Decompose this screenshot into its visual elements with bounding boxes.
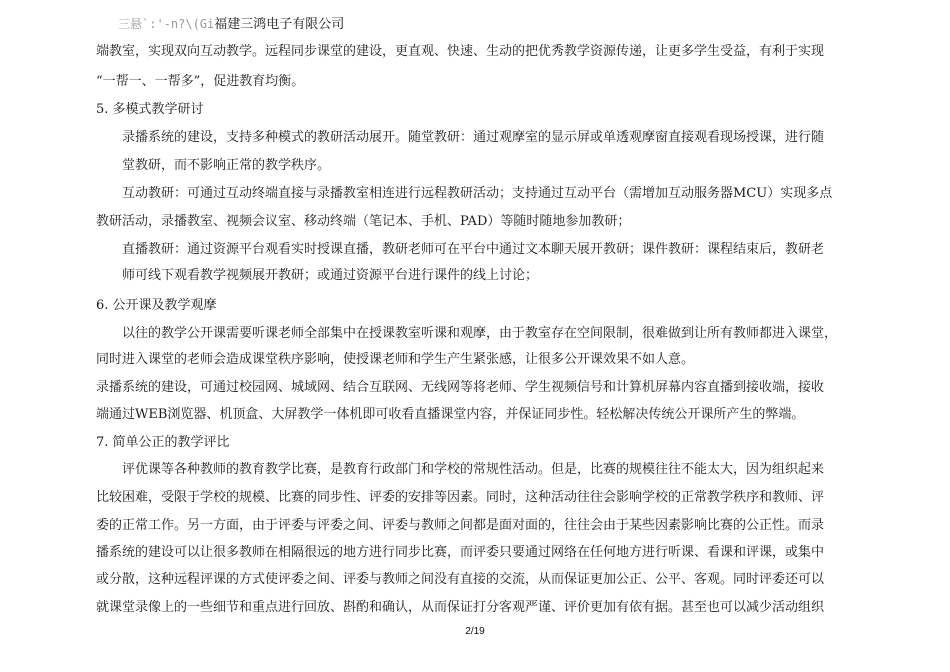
section-heading-7: 7. 简单公正的教学评比 (96, 435, 230, 450)
paragraph-line: 播系统的建设可以让很多教师在相隔很远的地方进行同步比赛，而评委只要通过网络在任何地方进行听课、看课和评课，或集中 (96, 545, 825, 560)
section-heading-6: 6. 公开课及教学观摩 (96, 298, 217, 313)
paragraph-line: 评优课等各种教师的教育教学比赛，是教育行政部门和学校的常规性活动。但是，比赛的规模往往不能太大，因为组织起来 (122, 462, 825, 477)
paragraph-line: 就课堂录像上的一些细节和重点进行回放、斟酌和确认，从而保证打分客观严谨、评价更加有依有据。甚至也可以减少活动组织 (96, 600, 825, 615)
paragraph-line: 录播系统的建设，可通过校园网、城域网、结合互联网、无线网等将老师、学生视频信号和计算机屏幕内容直播到接收端，接收 (96, 380, 825, 395)
paragraph-line: 委的正常工作。另一方面，由于评委与评委之间、评委与教师之间都是面对面的，往往会由于某些因素影响比赛的公正性。而录 (96, 518, 825, 533)
paragraph-line: 录播系统的建设，支持多种模式的教研活动展开。随堂教研：通过观摩室的显示屏或单透观摩窗直接观看现场授课，进行随 (122, 130, 825, 145)
paragraph-line: 堂教研，而不影响正常的教学秩序。 (122, 158, 331, 173)
paragraph-line: 师可线下观看教学视频展开教研；或通过资源平台进行课件的线上讨论； (122, 268, 539, 283)
header-garbled-text: 三悬`:'-n?\(Gi (118, 17, 215, 31)
paragraph-line: 端通过WEB浏览器、机顶盒、大屏教学一体机即可收看直播课堂内容，并保证同步性。轻松解决传统公开课所产生的弊端。 (96, 407, 805, 422)
paragraph-line: 同时进入课堂的老师会造成课堂秩序影响，使授课老师和学生产生紧张感，让很多公开课效果不如人意。 (96, 352, 695, 367)
paragraph-line: 直播教研：通过资源平台观看实时授课直播，教研老师可在平台中通过文本聊天展开教研；课件教研：课程结束后，教研老 (122, 242, 825, 257)
paragraph-line: 或分散，这种远程评课的方式使评委之间、评委与教师之间没有直接的交流，从而保证更加公正、公平、客观。同时评委还可以 (96, 572, 825, 587)
section-heading-5: 5. 多模式教学研讨 (96, 102, 204, 117)
paragraph-line: “一帮一、一帮多”，促进教育均衡。 (96, 74, 305, 89)
paragraph-line: 比较困难，受限于学校的规模、比赛的同步性、评委的安排等因素。同时，这种活动往往会影响学校的正常教学秩序和教师、评 (96, 490, 825, 505)
page-number: 2/19 (465, 626, 485, 637)
header-company-name: 福建三鸿电子有限公司 (214, 17, 345, 32)
page-header (118, 14, 344, 35)
paragraph-line: 端教室，实现双向互动教学。远程同步课堂的建设，更直观、快速、生动的把优秀教学资源传递，让更多学生受益，有利于实现 (96, 44, 825, 59)
paragraph-line: 以往的教学公开课需要听课老师全部集中在授课教室听课和观摩，由于教室存在空间限制，很难做到让所有教师都进入课堂， (122, 326, 838, 341)
paragraph-line: 教研活动，录播教室、视频会议室、移动终端（笔记本、手机、PAD）等随时随地参加教研； (96, 214, 631, 229)
paragraph-line: 互动教研：可通过互动终端直接与录播教室相连进行远程教研活动；支持通过互动平台（需增加互动服务器MCU）实现多点 (122, 186, 833, 201)
